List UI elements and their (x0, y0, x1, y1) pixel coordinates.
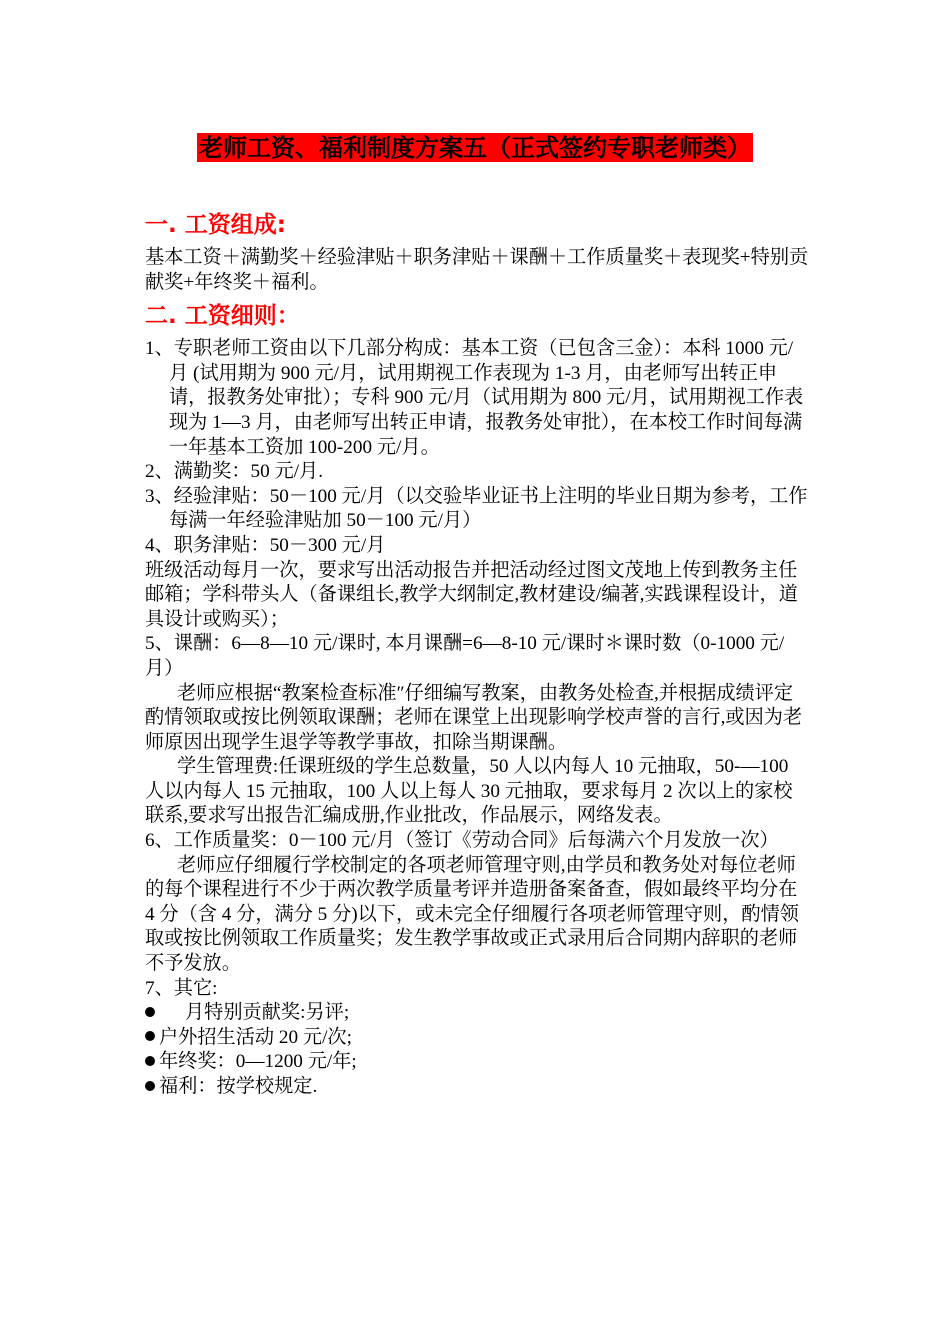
item-2-attendance-bonus: 2、满勤奖：50 元/月. (145, 461, 324, 483)
item-6-paragraph-1: 老师应仔细履行学校制定的各项老师管理守则,由学员和教务处对每位老师的每个课程进行不少于两次教学质量考评并造册备案备查，假如最终平均分在 4 分（含 4 分，满分 5 分)以下，或未完全仔细履行各项老师管理守则，酌情领取或按比例领取工作质量奖；发生教学事故或正式录用后合同期内辞职的老师不予发放。 (145, 854, 799, 975)
document-body (145, 210, 810, 1100)
bullet-icon (145, 1007, 155, 1017)
item-5-paragraph-1: 老师应根据“教案检查标准″仔细编写教案，由教务处检查,并根据成绩评定酌情领取或按比例领取课酬；老师在课堂上出现影响学校声誉的言行,或因为老师原因出现学生退学等教学事故，扣除当期课酬。 (145, 682, 803, 753)
item-5-class-pay: 5、课酬：6—8—10 元/课时, 本月课酬=6—8-10 元/课时＊课时数（0-1000 元/月） (145, 633, 785, 679)
bullet-icon (145, 1056, 155, 1066)
bullet-item: 月特别贡献奖:另评; (145, 1001, 810, 1026)
section-heading-2: 二. 工资细则： (145, 303, 300, 330)
item-7-other: 7、其它: (145, 977, 218, 999)
bullet-item: 年终奖：0—1200 元/年; (145, 1050, 810, 1075)
item-4-body: 班级活动每月一次，要求写出活动报告并把活动经过图文茂地上传到教务主任邮箱；学科带头人（备课组长,教学大纲制定,教材建设/编著,实践课程设计，道具设计或购买）； (145, 559, 798, 630)
salary-composition: 基本工资＋满勤奖＋经验津贴＋职务津贴＋课酬＋工作质量奖＋表现奖+特别贡献奖+年终奖＋福利。 (145, 247, 809, 293)
item-4-position-allowance: 4、职务津贴：50－300 元/月 (145, 534, 386, 556)
bullet-item: 福利：按学校规定. (145, 1075, 810, 1100)
item-1-base-salary: 1、专职老师工资由以下几部分构成：基本工资（已包含三金）：本科 1000 元/月 (试用期为 900 元/月，试用期视工作表现为 1-3 月，由老师写出转正申请，报教务处审批）；专科 900 元/月（试用期为 800 元/月，试用期视工作表现为 1—3 月，由老师写出转正申请，报教务处审批），在本校工作时间每满一年基本工资加 100-200 元/月。 (145, 338, 804, 458)
item-5-paragraph-2: 学生管理费:任课班级的学生总数量，50 人以内每人 10 元抽取，50-—100 人以内每人 15 元抽取，100 人以上每人 30 元抽取，要求每月 2 次以上的家校联系,要求写出报告汇编成册,作业批改，作品展示，网络发表。 (145, 756, 793, 827)
bullet-icon (145, 1031, 155, 1041)
item-3-experience-allowance: 3、经验津贴：50－100 元/月（以交验毕业证书上注明的毕业日期为参考，工作每满一年经验津贴加 50－100 元/月） (145, 485, 808, 532)
document-title (0, 133, 950, 163)
document-title-text: 老师工资、福利制度方案五（正式签约专职老师类） (199, 133, 751, 162)
bullet-icon (145, 1081, 155, 1091)
section-heading-1: 一. 工资组成: (145, 212, 286, 238)
bullet-item: 户外招生活动 20 元/次; (145, 1026, 810, 1051)
item-6-quality-bonus: 6、工作质量奖：0－100 元/月（签订《劳动合同》后每满六个月发放一次） (145, 830, 779, 852)
